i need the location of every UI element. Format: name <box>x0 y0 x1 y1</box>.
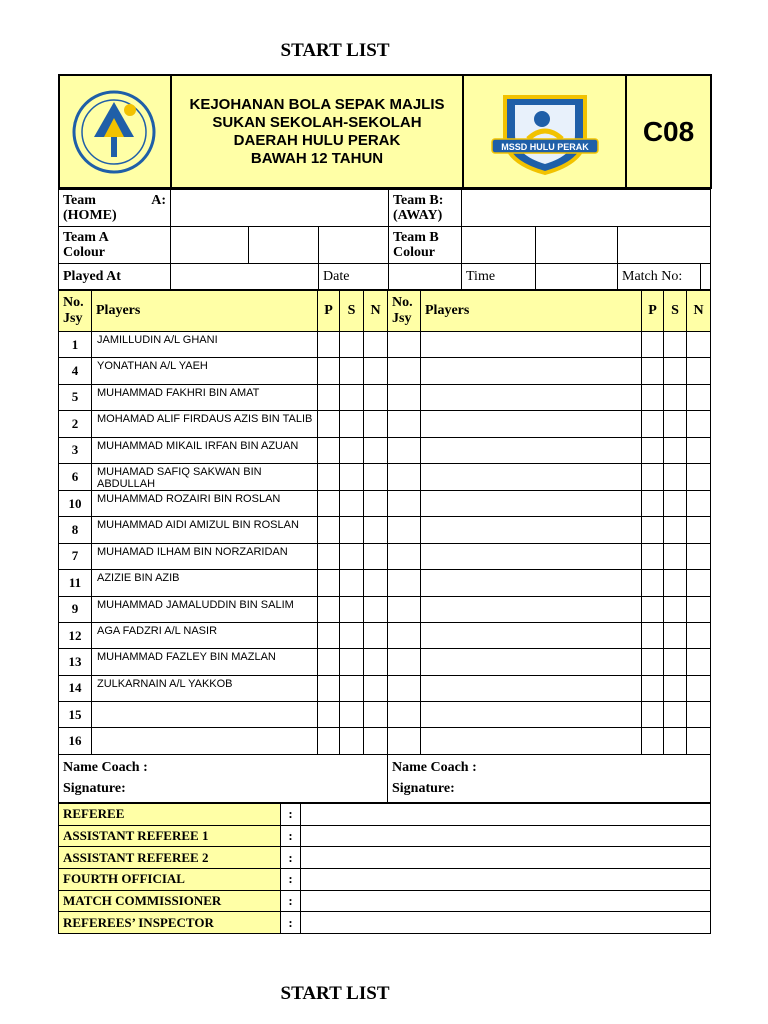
home-s-checkbox[interactable] <box>340 517 364 543</box>
official-colon: : <box>281 847 301 869</box>
home-jersey-number: 13 <box>59 649 92 675</box>
team-a-colour-field-1[interactable] <box>171 227 249 264</box>
home-n-checkbox[interactable] <box>364 649 388 675</box>
away-jersey-number[interactable] <box>388 596 421 622</box>
official-row <box>59 847 711 869</box>
away-n-checkbox[interactable] <box>687 622 711 648</box>
away-s-header: S <box>664 291 687 332</box>
away-n-checkbox[interactable] <box>687 596 711 622</box>
home-p-checkbox[interactable] <box>318 490 340 516</box>
home-p-checkbox[interactable] <box>318 675 340 701</box>
away-p-checkbox[interactable] <box>642 517 664 543</box>
home-p-checkbox[interactable] <box>318 463 340 490</box>
player-row <box>59 437 711 463</box>
player-row <box>59 358 711 384</box>
away-player-name[interactable] <box>421 622 642 648</box>
player-row <box>59 622 711 648</box>
away-p-checkbox[interactable] <box>642 675 664 701</box>
team-a-colour-label: Team A Colour <box>59 227 171 264</box>
official-label: REFEREES’ INSPECTOR <box>59 912 281 934</box>
home-s-checkbox[interactable] <box>340 463 364 490</box>
match-no-field[interactable] <box>701 264 711 290</box>
away-jersey-number[interactable] <box>388 675 421 701</box>
home-s-checkbox[interactable] <box>340 570 364 596</box>
ppd-logo <box>64 82 164 182</box>
players-table <box>58 290 711 803</box>
home-n-checkbox[interactable] <box>364 570 388 596</box>
official-name-field[interactable] <box>301 847 711 869</box>
away-s-checkbox[interactable] <box>664 358 687 384</box>
home-p-checkbox[interactable] <box>318 649 340 675</box>
team-a-label: Team A: (HOME) <box>59 190 171 227</box>
home-s-checkbox[interactable] <box>340 596 364 622</box>
home-n-checkbox[interactable] <box>364 490 388 516</box>
away-n-checkbox[interactable] <box>687 463 711 490</box>
away-player-name[interactable] <box>421 570 642 596</box>
player-row <box>59 675 711 701</box>
player-row <box>59 649 711 675</box>
home-p-checkbox[interactable] <box>318 384 340 410</box>
home-player-name[interactable]: MUHAMMAD JAMALUDDIN BIN SALIM <box>92 596 318 622</box>
home-p-checkbox[interactable] <box>318 358 340 384</box>
home-coach-cell[interactable] <box>59 754 388 802</box>
time-field[interactable] <box>536 264 618 290</box>
away-no-header: No. Jsy <box>388 291 421 332</box>
away-s-checkbox[interactable] <box>664 596 687 622</box>
home-player-name[interactable] <box>92 728 318 754</box>
official-name-field[interactable] <box>301 803 711 825</box>
away-player-name[interactable] <box>421 702 642 728</box>
official-label: ASSISTANT REFEREE 1 <box>59 825 281 847</box>
player-rows <box>59 332 711 755</box>
home-p-checkbox[interactable] <box>318 622 340 648</box>
away-jersey-number[interactable] <box>388 384 421 410</box>
away-player-name[interactable] <box>421 675 642 701</box>
away-jersey-number[interactable] <box>388 649 421 675</box>
played-at-label: Played At <box>59 264 171 290</box>
home-jersey-number: 12 <box>59 622 92 648</box>
away-p-checkbox[interactable] <box>642 728 664 754</box>
away-player-name[interactable] <box>421 358 642 384</box>
home-n-checkbox[interactable] <box>364 702 388 728</box>
home-player-name[interactable]: MUHAMMAD AIDI AMIZUL BIN ROSLAN <box>92 517 318 543</box>
home-jersey-number: 11 <box>59 570 92 596</box>
home-p-header: P <box>318 291 340 332</box>
away-p-checkbox[interactable] <box>642 411 664 437</box>
away-player-name[interactable] <box>421 728 642 754</box>
played-at-field[interactable] <box>171 264 319 290</box>
date-label: Date <box>319 264 389 290</box>
home-n-checkbox[interactable] <box>364 596 388 622</box>
home-jersey-number: 9 <box>59 596 92 622</box>
home-n-checkbox[interactable] <box>364 463 388 490</box>
player-row <box>59 490 711 516</box>
official-colon: : <box>281 803 301 825</box>
away-n-checkbox[interactable] <box>687 437 711 463</box>
away-jersey-number[interactable] <box>388 463 421 490</box>
away-s-checkbox[interactable] <box>664 543 687 569</box>
time-label: Time <box>462 264 536 290</box>
home-p-checkbox[interactable] <box>318 437 340 463</box>
away-p-checkbox[interactable] <box>642 332 664 358</box>
away-jersey-number[interactable] <box>388 517 421 543</box>
away-jersey-number[interactable] <box>388 332 421 358</box>
away-jersey-number[interactable] <box>388 622 421 648</box>
home-s-checkbox[interactable] <box>340 490 364 516</box>
team-b-field[interactable] <box>462 190 711 227</box>
official-label: FOURTH OFFICIAL <box>59 868 281 890</box>
away-s-checkbox[interactable] <box>664 702 687 728</box>
home-jersey-number: 14 <box>59 675 92 701</box>
away-n-header: N <box>687 291 711 332</box>
official-colon: : <box>281 868 301 890</box>
official-row <box>59 803 711 825</box>
official-name-field[interactable] <box>301 890 711 912</box>
away-p-checkbox[interactable] <box>642 437 664 463</box>
away-player-name[interactable] <box>421 332 642 358</box>
home-s-header: S <box>340 291 364 332</box>
away-s-checkbox[interactable] <box>664 384 687 410</box>
mssd-banner-text: MSSD HULU PERAK <box>500 141 589 152</box>
away-players-header: Players <box>421 291 642 332</box>
home-jersey-number: 2 <box>59 411 92 437</box>
home-p-checkbox[interactable] <box>318 332 340 358</box>
home-jersey-number: 5 <box>59 384 92 410</box>
player-row <box>59 517 711 543</box>
team-b-label: Team B: (AWAY) <box>389 190 462 227</box>
away-jersey-number[interactable] <box>388 543 421 569</box>
match-code: C08 <box>626 75 711 188</box>
player-row <box>59 702 711 728</box>
team-a-field[interactable] <box>171 190 389 227</box>
home-n-checkbox[interactable] <box>364 437 388 463</box>
home-s-checkbox[interactable] <box>340 649 364 675</box>
away-n-checkbox[interactable] <box>687 702 711 728</box>
official-rows <box>59 803 711 933</box>
start-list-sheet <box>58 74 710 934</box>
away-player-name[interactable] <box>421 517 642 543</box>
match-no-label: Match No: <box>618 264 701 290</box>
team-b-colour-field-2[interactable] <box>536 227 618 264</box>
official-row <box>59 890 711 912</box>
home-s-checkbox[interactable] <box>340 332 364 358</box>
home-jersey-number: 16 <box>59 728 92 754</box>
event-line-1: KEJOHANAN BOLA SEPAK MAJLIS <box>189 95 445 113</box>
home-s-checkbox[interactable] <box>340 437 364 463</box>
official-name-field[interactable] <box>301 912 711 934</box>
team-a-colour-field-3[interactable] <box>319 227 389 264</box>
page-title: START LIST <box>280 40 390 61</box>
home-n-checkbox[interactable] <box>364 728 388 754</box>
home-player-name[interactable]: MUHAMAD SAFIQ SAKWAN BIN ABDULLAH <box>92 463 318 490</box>
home-player-name[interactable]: AZIZIE BIN AZIB <box>92 570 318 596</box>
official-label: MATCH COMMISSIONER <box>59 890 281 912</box>
home-player-name[interactable]: MUHAMMAD MIKAIL IRFAN BIN AZUAN <box>92 437 318 463</box>
home-jersey-number: 3 <box>59 437 92 463</box>
home-p-checkbox[interactable] <box>318 728 340 754</box>
away-player-name[interactable] <box>421 649 642 675</box>
official-row <box>59 868 711 890</box>
away-s-checkbox[interactable] <box>664 649 687 675</box>
home-n-checkbox[interactable] <box>364 622 388 648</box>
home-n-checkbox[interactable] <box>364 358 388 384</box>
away-n-checkbox[interactable] <box>687 728 711 754</box>
home-p-checkbox[interactable] <box>318 596 340 622</box>
player-row <box>59 543 711 569</box>
home-n-checkbox[interactable] <box>364 411 388 437</box>
official-name-field[interactable] <box>301 868 711 890</box>
away-p-checkbox[interactable] <box>642 384 664 410</box>
official-label: REFEREE <box>59 803 281 825</box>
away-n-checkbox[interactable] <box>687 332 711 358</box>
player-row <box>59 384 711 410</box>
mssd-shield-logo <box>470 87 620 177</box>
home-coach-signature-label: Signature: <box>63 781 126 797</box>
away-player-name[interactable] <box>421 437 642 463</box>
away-player-name[interactable] <box>421 384 642 410</box>
away-n-checkbox[interactable] <box>687 649 711 675</box>
away-s-checkbox[interactable] <box>664 728 687 754</box>
home-s-checkbox[interactable] <box>340 543 364 569</box>
home-jersey-number: 8 <box>59 517 92 543</box>
home-p-checkbox[interactable] <box>318 411 340 437</box>
away-p-checkbox[interactable] <box>642 543 664 569</box>
away-s-checkbox[interactable] <box>664 437 687 463</box>
team-b-colour-field-3[interactable] <box>618 227 711 264</box>
home-player-name[interactable] <box>92 702 318 728</box>
player-row <box>59 463 711 490</box>
home-s-checkbox[interactable] <box>340 411 364 437</box>
team-info-table <box>58 189 711 290</box>
official-colon: : <box>281 912 301 934</box>
home-player-name[interactable]: MUHAMMAD ROZAIRI BIN ROSLAN <box>92 490 318 516</box>
home-n-checkbox[interactable] <box>364 543 388 569</box>
home-p-checkbox[interactable] <box>318 543 340 569</box>
away-p-checkbox[interactable] <box>642 490 664 516</box>
team-b-colour-field-1[interactable] <box>462 227 536 264</box>
mssd-logo-cell <box>463 75 626 188</box>
header-table <box>58 74 712 189</box>
date-field[interactable] <box>389 264 462 290</box>
home-player-name[interactable]: ZULKARNAIN A/L YAKKOB <box>92 675 318 701</box>
away-s-checkbox[interactable] <box>664 490 687 516</box>
home-n-checkbox[interactable] <box>364 675 388 701</box>
away-n-checkbox[interactable] <box>687 517 711 543</box>
home-jersey-number: 1 <box>59 332 92 358</box>
home-s-checkbox[interactable] <box>340 702 364 728</box>
away-p-header: P <box>642 291 664 332</box>
home-player-name[interactable]: MUHAMMAD FAKHRI BIN AMAT <box>92 384 318 410</box>
away-player-name[interactable] <box>421 543 642 569</box>
away-coach-name-label: Name Coach : <box>392 760 477 776</box>
home-s-checkbox[interactable] <box>340 384 364 410</box>
player-row <box>59 332 711 358</box>
away-s-checkbox[interactable] <box>664 622 687 648</box>
away-s-checkbox[interactable] <box>664 411 687 437</box>
player-row <box>59 596 711 622</box>
home-no-header: No. Jsy <box>59 291 92 332</box>
away-p-checkbox[interactable] <box>642 649 664 675</box>
away-jersey-number[interactable] <box>388 570 421 596</box>
home-jersey-number: 7 <box>59 543 92 569</box>
away-player-name[interactable] <box>421 596 642 622</box>
home-p-checkbox[interactable] <box>318 702 340 728</box>
home-players-header: Players <box>92 291 318 332</box>
away-jersey-number[interactable] <box>388 728 421 754</box>
home-n-checkbox[interactable] <box>364 517 388 543</box>
player-row <box>59 728 711 754</box>
team-b-colour-label: Team B Colour <box>389 227 462 264</box>
official-colon: : <box>281 825 301 847</box>
away-s-checkbox[interactable] <box>664 570 687 596</box>
away-jersey-number[interactable] <box>388 702 421 728</box>
event-line-3: DAERAH HULU PERAK <box>233 131 401 149</box>
away-player-name[interactable] <box>421 490 642 516</box>
away-p-checkbox[interactable] <box>642 702 664 728</box>
away-jersey-number[interactable] <box>388 358 421 384</box>
away-jersey-number[interactable] <box>388 490 421 516</box>
home-jersey-number: 10 <box>59 490 92 516</box>
away-n-checkbox[interactable] <box>687 570 711 596</box>
away-p-checkbox[interactable] <box>642 463 664 490</box>
home-s-checkbox[interactable] <box>340 675 364 701</box>
event-line-4: BAWAH 12 TAHUN <box>250 149 384 167</box>
away-p-checkbox[interactable] <box>642 570 664 596</box>
home-player-name[interactable]: MUHAMMAD FAZLEY BIN MAZLAN <box>92 649 318 675</box>
away-jersey-number[interactable] <box>388 437 421 463</box>
away-s-checkbox[interactable] <box>664 675 687 701</box>
away-p-checkbox[interactable] <box>642 596 664 622</box>
home-p-checkbox[interactable] <box>318 570 340 596</box>
away-s-checkbox[interactable] <box>664 517 687 543</box>
page-title-next: START LIST <box>280 983 390 1004</box>
home-player-name[interactable]: AGA FADZRI A/L NASIR <box>92 622 318 648</box>
home-n-header: N <box>364 291 388 332</box>
home-p-checkbox[interactable] <box>318 517 340 543</box>
away-n-checkbox[interactable] <box>687 490 711 516</box>
home-n-checkbox[interactable] <box>364 384 388 410</box>
official-colon: : <box>281 890 301 912</box>
home-jersey-number: 15 <box>59 702 92 728</box>
away-jersey-number[interactable] <box>388 411 421 437</box>
away-n-checkbox[interactable] <box>687 675 711 701</box>
player-row <box>59 570 711 596</box>
home-jersey-number: 6 <box>59 463 92 490</box>
away-n-checkbox[interactable] <box>687 384 711 410</box>
ppd-logo-cell <box>59 75 171 188</box>
away-coach-signature-label: Signature: <box>392 781 455 797</box>
away-player-name[interactable] <box>421 463 642 490</box>
home-s-checkbox[interactable] <box>340 358 364 384</box>
away-n-checkbox[interactable] <box>687 358 711 384</box>
officials-table <box>58 803 711 934</box>
away-s-checkbox[interactable] <box>664 332 687 358</box>
official-name-field[interactable] <box>301 825 711 847</box>
home-player-name[interactable]: JAMILLUDIN A/L GHANI <box>92 332 318 358</box>
away-coach-cell[interactable] <box>388 754 711 802</box>
player-row <box>59 411 711 437</box>
home-coach-name-label: Name Coach : <box>63 760 148 776</box>
home-player-name[interactable]: MOHAMAD ALIF FIRDAUS AZIS BIN TALIB <box>92 411 318 437</box>
away-p-checkbox[interactable] <box>642 622 664 648</box>
team-a-colour-field-2[interactable] <box>249 227 319 264</box>
away-player-name[interactable] <box>421 411 642 437</box>
home-s-checkbox[interactable] <box>340 622 364 648</box>
home-player-name[interactable]: MUHAMAD ILHAM BIN NORZARIDAN <box>92 543 318 569</box>
away-s-checkbox[interactable] <box>664 463 687 490</box>
away-n-checkbox[interactable] <box>687 411 711 437</box>
official-row <box>59 912 711 934</box>
home-jersey-number: 4 <box>59 358 92 384</box>
event-title <box>171 75 463 188</box>
home-s-checkbox[interactable] <box>340 728 364 754</box>
away-p-checkbox[interactable] <box>642 358 664 384</box>
official-row <box>59 825 711 847</box>
official-label: ASSISTANT REFEREE 2 <box>59 847 281 869</box>
away-n-checkbox[interactable] <box>687 543 711 569</box>
event-line-2: SUKAN SEKOLAH-SEKOLAH <box>212 113 422 131</box>
home-player-name[interactable]: YONATHAN A/L YAEH <box>92 358 318 384</box>
home-n-checkbox[interactable] <box>364 332 388 358</box>
